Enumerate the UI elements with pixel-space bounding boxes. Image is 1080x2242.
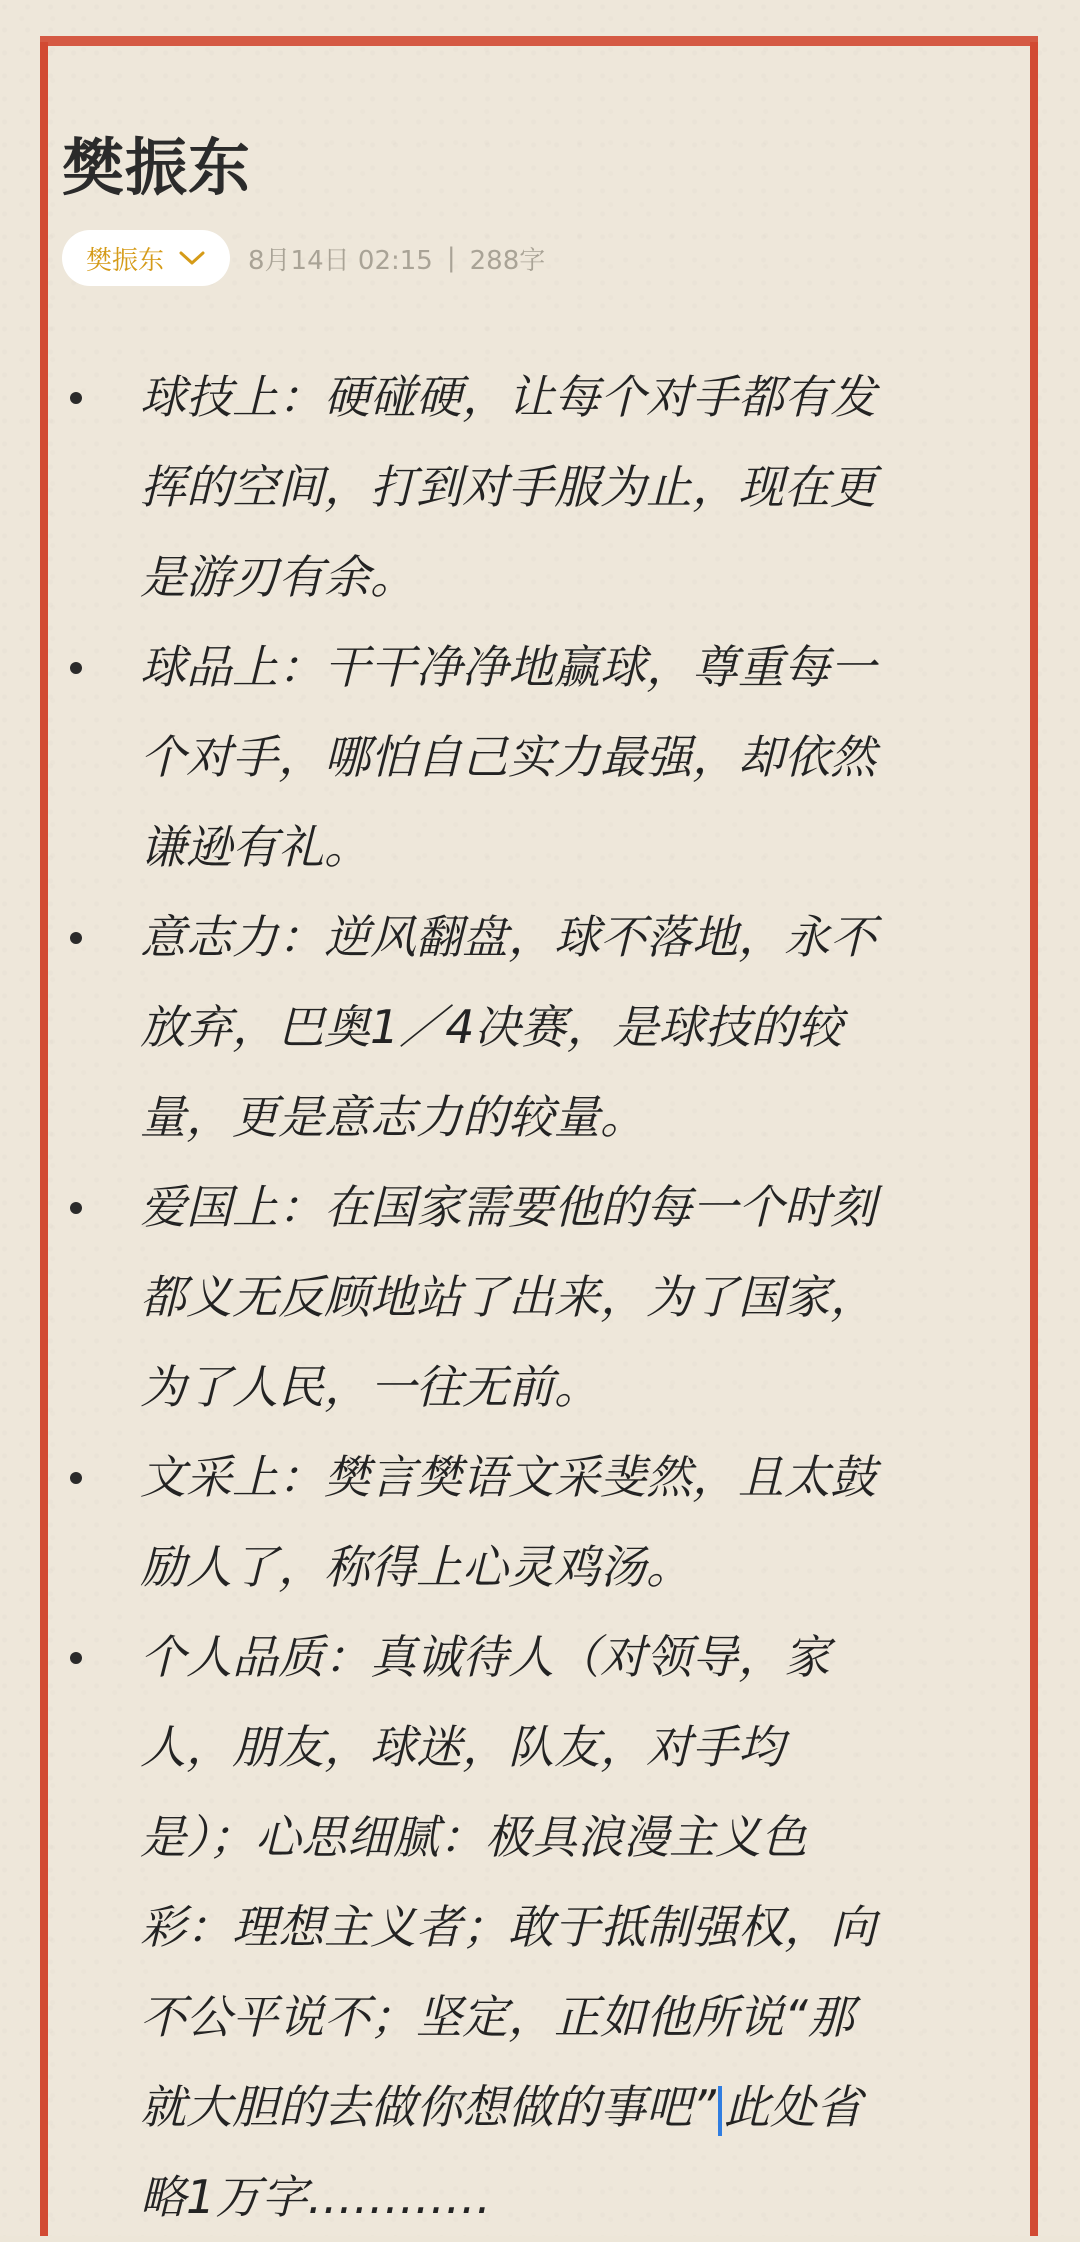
note-date: 8月14日 02:15 xyxy=(248,245,433,276)
list-item xyxy=(62,622,1020,892)
word-count: 288字 xyxy=(469,245,546,276)
list-item-text: 球技上：硬碰硬，让每个对手都有发 挥的空间，打到对手服为止，现在更 是游刃有余。 xyxy=(140,370,876,604)
list-item-text: 爱国上：在国家需要他的每一个时刻 都义无反顾地站了出来，为了国家， 为了人民，一往无前。 xyxy=(140,1180,876,1414)
note-body[interactable] xyxy=(62,352,1020,2242)
chevron-down-icon xyxy=(178,248,206,268)
bullet-dot xyxy=(70,932,82,944)
meta-separator: | xyxy=(446,243,456,273)
bullet-dot xyxy=(70,392,82,404)
author-selector[interactable] xyxy=(62,230,230,286)
note-meta xyxy=(62,230,545,286)
list-item xyxy=(62,892,1020,1162)
note-title[interactable]: 樊振东 xyxy=(62,131,252,204)
list-item xyxy=(62,1162,1020,1432)
text-cursor xyxy=(718,2086,722,2136)
list-item xyxy=(62,352,1020,622)
list-item xyxy=(62,1432,1020,1612)
bullet-dot xyxy=(70,1652,82,1664)
list-item-text: 球品上：干干净净地赢球，尊重每一 个对手，哪怕自己实力最强，却依然 谦逊有礼。 xyxy=(140,640,876,874)
frame-right-border xyxy=(1030,42,1038,2236)
frame-left-border xyxy=(40,42,48,2236)
bullet-dot xyxy=(70,1472,82,1484)
author-name: 樊振东 xyxy=(86,245,165,276)
list-item-text: 个人品质：真诚待人（对领导，家 人，朋友，球迷，队友，对手均 是）；心思细腻：极具浪漫主义色 彩：理想主义者；敢于抵制强权，向 不公平说不；坚定，正如他所说“那 就大胆的去做你想做的事吧” xyxy=(140,1630,876,2134)
list-item xyxy=(62,1612,1020,2242)
bullet-dot xyxy=(70,1202,82,1214)
frame-top-border xyxy=(40,36,1038,46)
list-item-text: 文采上：樊言樊语文采斐然，且太鼓 励人了，称得上心灵鸡汤。 xyxy=(140,1450,876,1594)
list-item-text-continued: 此处省 略1万字………… xyxy=(140,2080,862,2224)
bullet-dot xyxy=(70,662,82,674)
list-item-text: 意志力：逆风翻盘，球不落地，永不 放弃，巴奥1／4决赛，是球技的较 量，更是意志力的较量。 xyxy=(140,910,876,1144)
